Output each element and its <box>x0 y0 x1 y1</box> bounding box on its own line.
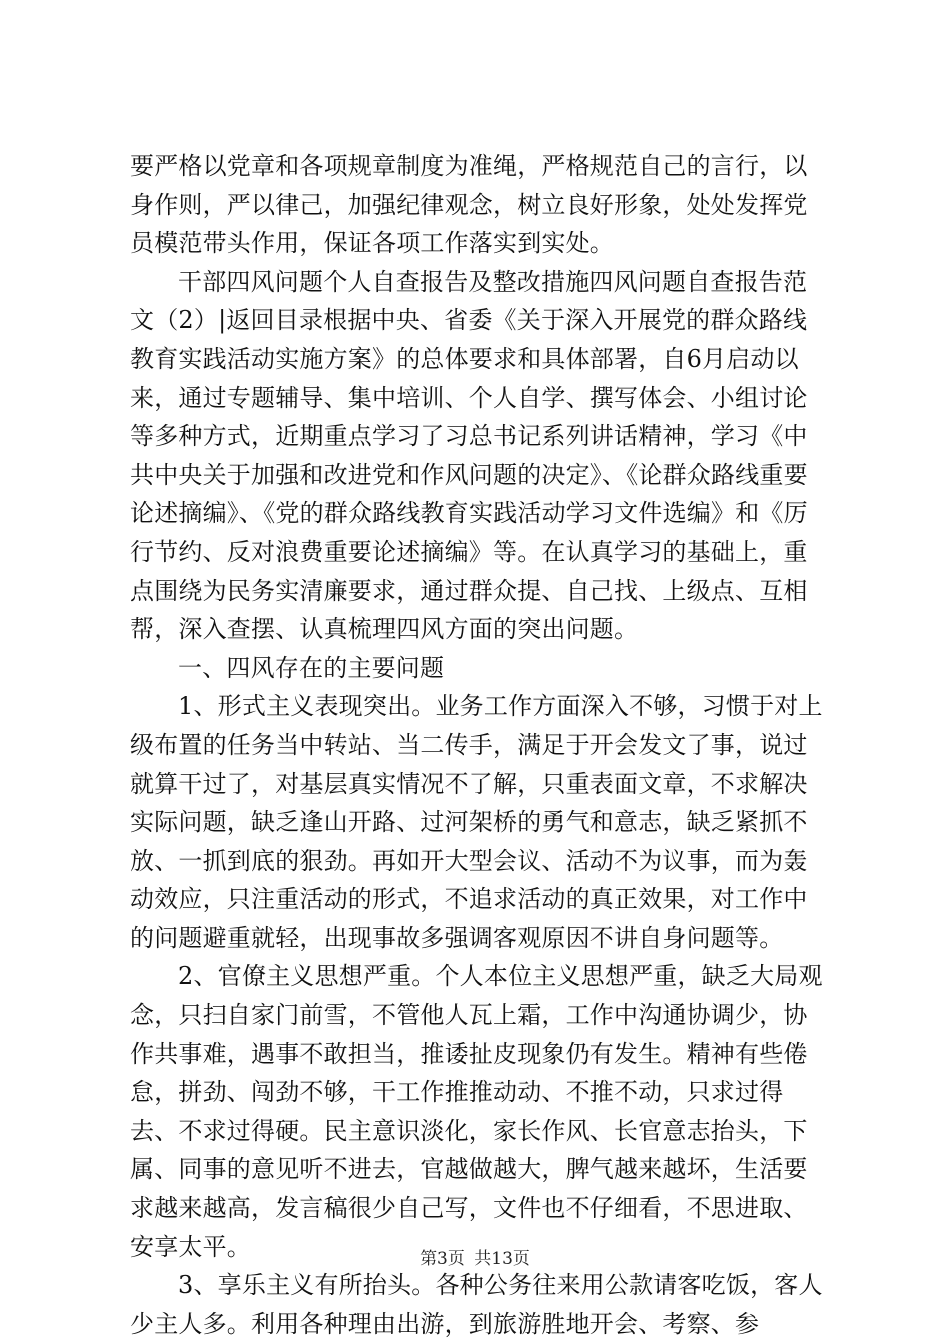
section-heading: 一、四风存在的主要问题 <box>178 653 445 682</box>
paragraph-bureaucratism: 2、官僚主义思想严重。个人本位主义思想严重，缺乏大局观念，只扫自家门前雪，不管他人瓦上霜，工作中沟通协调少，协作共事难，遇事不敢担当，推诿扯皮现象仍有发生。精神有些倦怠，拼劲、闯劲不够，干工作推推动动、不推不动，只求过得去、不求过得硬。民主意识淡化，家长作风、长官意志抬头，下属、同事的意见听不进去，官越做越大，脾气越来越坏，生活要求越来越高，发言稿很少自己写，文件也不仔细看，不思进取、安享太平。 <box>130 962 823 1261</box>
page-total: 共13页 <box>474 1249 530 1269</box>
page-footer <box>0 1244 950 1269</box>
paragraph-formalism: 1、形式主义表现突出。业务工作方面深入不够，习惯于对上级布置的任务当中转站、当二传手，满足于开会发文了事，说过就算干过了，对基层真实情况不了解，只重表面文章，不求解决实际问题，缺乏逢山开路、过河架桥的勇气和意志，缺乏紧抓不放、一抓到底的狠劲。再如开大型会议、活动不为议事，而为轰动效应，只注重活动的形式，不追求活动的真正效果，对工作中的问题避重就轻，出现事故多强调客观原因不讲自身问题等。 <box>130 692 823 952</box>
paragraph-intro: 干部四风问题个人自查报告及整改措施四风问题自查报告范文（2）|返回目录根据中央、省委《关于深入开展党的群众路线教育实践活动实施方案》的总体要求和具体部署，自6月启动以来，通过专题辅导、集中培训、个人自学、撰写体会、小组讨论等多种方式，近期重点学习了习总书记系列讲话精神，学习《中共中央关于加强和改进党和作风问题的决定》、《论群众路线重要论述摘编》、《党的群众路线教育实践活动学习文件选编》和《厉行节约、反对浪费重要论述摘编》等。在认真学习的基础上，重点围绕为民务实清廉要求，通过群众提、自己找、上级点、互相帮，深入查摆、认真梳理四风方面的突出问题。 <box>130 267 808 644</box>
paragraph-hedonism: 3、享乐主义有所抬头。各种公务往来用公款请客吃饭，客人少主人多。利用各种理由出游，到旅游胜地开会、考察、参 <box>130 1271 823 1338</box>
body-text <box>130 147 830 1343</box>
page-number: 第3页 <box>420 1249 465 1269</box>
paragraph-continuation: 要严格以党章和各项规章制度为准绳，严格规范自己的言行，以身作则，严以律己，加强纪律观念，树立良好形象，处处发挥党员模范带头作用，保证各项工作落实到实处。 <box>130 152 808 258</box>
